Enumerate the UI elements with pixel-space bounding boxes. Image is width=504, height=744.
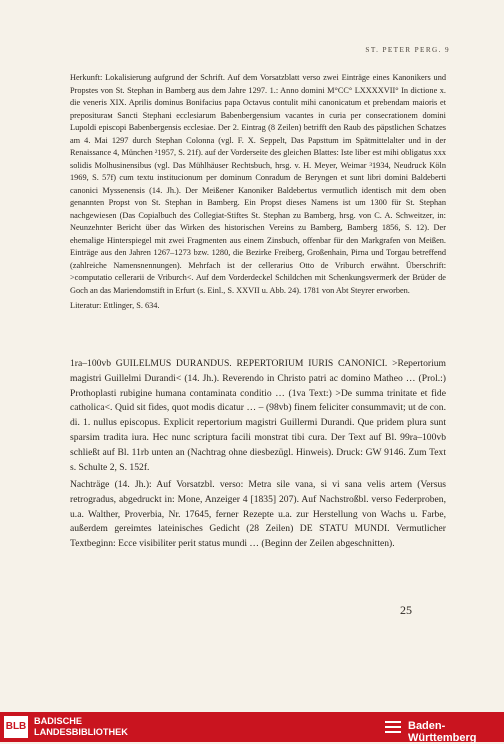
addenda-section: Nachträge (14. Jh.): Auf Vorsatzbl. verso: Metra sile vana, si vi sana velis artem (Versus retrogradus, abgedruckt in: Mone, Anzeiger 4 [1835] 207). Auf Nachstroßbl. verso Federproben, u.a. Walther, Proverbia, Nr. 17645, ferner Rezepte u.a. zur Herstellung von Wachs u. Farbe, außerdem gereimtes lateinisches Gedicht (28 Zeilen) DE STATU MUNDI. Vermutlicher Textbeginn: Ecce visibiliter perit status mundi … (Beginn der Zeilen abgeschnitten). — [70, 479, 446, 550]
manuscript-entry: 1ra–100vb GUILELMUS DURANDUS. REPERTORIUM IURIS CANONICI. >Repertorium magistri Guillelmi Durandi< (14. Jh.). Reverendo in Christo patri ac domino Matheo … (Prol.:) Prothoplasti rubigine humana contaminata conditio … (1va Text:) >De summa trinitate et fide catholica<. Quid sit fides, quot modis dicatur … – (98vb) finem feliciter consummavit; ut de con. di. 1. nullus episcopus. Explicit repertorium magistri Guillermi Durandi. Que pridem plura sunt sparsim tradita iura. Hec nunc scriptura facili monstrat tibi cura. Der Text auf Bl. 99ra–100vb schließt auf Bl. 11rb unten an (Nachtrag ohne diesbezügl. Hinweis). Druck: GW 9146. Zum Text s. Schulte 2, S. 152f. — [70, 358, 446, 473]
page-number: 25 — [400, 603, 412, 617]
footer-bar — [0, 712, 504, 742]
library-name-line-2: LANDESBIBLIOTHEK — [34, 727, 128, 737]
running-head: ST. PETER PERG. 9 — [365, 46, 450, 54]
literature-line: Literatur: Ettlinger, S. 634. — [70, 301, 160, 310]
lion-icon — [384, 720, 402, 734]
library-logo[interactable]: BLB — [4, 716, 28, 738]
library-name[interactable] — [34, 716, 128, 738]
state-name[interactable]: Baden-Württemberg — [408, 720, 477, 744]
library-name-line-1: BADISCHE — [34, 716, 82, 726]
provenance-paragraph: Herkunft: Lokalisierung aufgrund der Schrift. Auf dem Vorsatzblatt verso zwei Einträge eines Kanonikers und Propstes von St. Stephan in Bamberg aus dem Jahre 1297. 1.: Anno domini M°CC° LXXXXVII° In dictione x. die veneris XIX. Aprilis dominus Bonifacius papa Octavus contulit mihi canonicatum et prebendam maioris et prepositurам Sancti Stephani ecclesiarum Babenbergensium vacantes in curia per consecrationem domini Lupoldi episcopi Babenbergensis ecclesiae. Der 2. Eintrag (8 Zeilen) betrifft den Raub des päpstlichen Schatzes am 4. Mai 1297 durch Stephan Colonna (vgl. F. X. Seppelt, Das Papsttum im Spätmittelalter und in der Renaissance 4, München ²1957, S. 21f). auf der Vorderseite des gleichen Blattes: Iste liber est mihi obligatus xxx solidis Molhusinensibus (vgl. Das Mühlhäuser Rechtsbuch, hrsg. v. H. Meyer, Weimar ³1934, Neudruck Köln 1969, S. 57f) cum textu institucionum per dominum Conradum de Beryngen et sunt libri domini Baldeberti canonici Myssenensis (14. Jh.). Der Meißener Kanoniker Baldebertus vermutlich identisch mit dem oben genannten Propst von St. Stephan in Bamberg. Ein Propst dieses Namens ist um 1300 für St. Stephan nachgewiesen (Das Copialbuch des Collegiat-Stiftes St. Stephan zu Bamberg, hrsg. von C. A. Schweitzer, in: Neunzehnter Bericht über das Wirken des historischen Vereins zu Bamberg, Bamberg 1856, S. 12). Der ehemalige Hinterspiegel mit zwei Fragmenten aus einem Zinsbuch, offenbar für den Markgrafen von Meißen. Einträge aus den Jahren 1267–1273 bzw. 1280, die Bezirke Freiberg, Großenhain, Pirna und Torgau betreffend (zahlreiche Namensnennungen). Mehrfach ist der cellerarius Otto de Vriburch erwähnt. Überschrift: >computatio cellerarii de Vriburch<. Auf dem Vorderdeckel Schildchen mit Schenkungsvermerk der Brüder de Goch an das Mariendomstift in Erfurt (s. Einl., S. XXVII u. Abb. 24). 1781 von Abt Steyrer erworben. — [70, 73, 446, 295]
provenance-section — [70, 72, 446, 313]
